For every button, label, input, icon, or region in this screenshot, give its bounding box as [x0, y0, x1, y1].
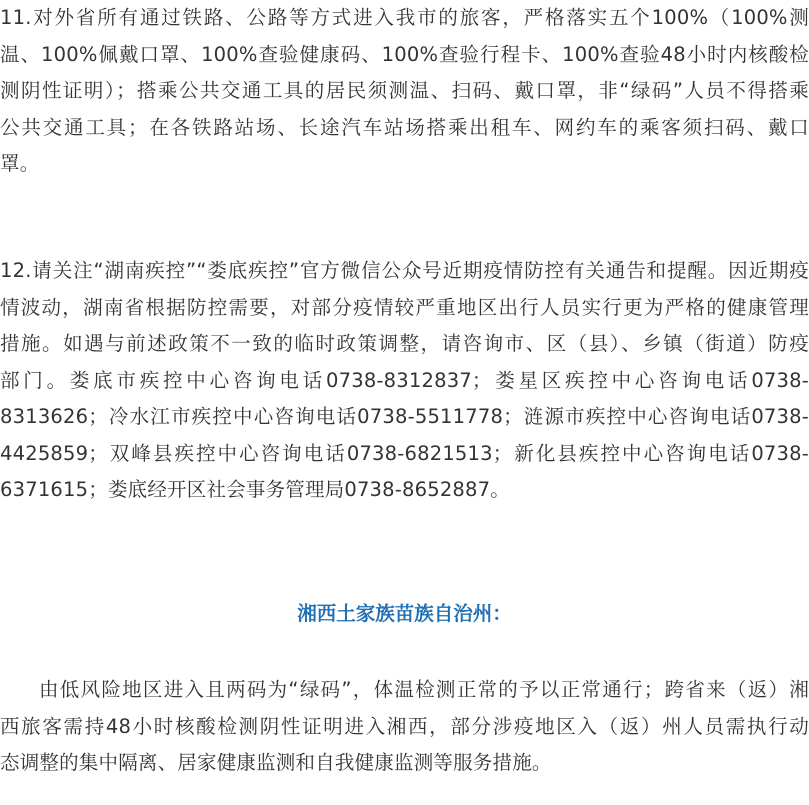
- paragraph-line: 温、100%佩戴口罩、100%查验健康码、100%查验行程卡、100%查验48小时内核酸检: [0, 42, 809, 66]
- paragraph-line: 公共交通工具；在各铁路站场、长途汽车站场搭乘出租车、网约车的乘客须扫码、戴口: [0, 115, 809, 139]
- paragraph-line: 罩。: [0, 152, 40, 175]
- paragraph-line: 12.请关注“湖南疾控”“娄底疾控”官方微信公众号近期疫情防控有关通告和提醒。因近期疫: [0, 259, 809, 282]
- paragraph-line: 6371615；娄底经开区社会事务管理局0738-8652887。: [0, 478, 510, 501]
- paragraph-line: 西旅客需持48小时核酸检测阴性证明进入湘西，部分涉疫地区入（返）州人员需执行动: [0, 714, 809, 738]
- paragraph-line: 部门。娄底市疾控中心咨询电话0738-8312837；娄星区疾控中心咨询电话0738-: [0, 368, 809, 392]
- region-heading: 湘西土家族苗族自治州：: [297, 602, 512, 625]
- paragraph-line: 由低风险地区进入且两码为“绿码”，体温检测正常的予以正常通行；跨省来（返）湘: [39, 678, 809, 701]
- paragraph-line: 测阴性证明）；搭乘公共交通工具的居民须测温、扫码、戴口罩，非“绿码”人员不得搭乘: [0, 79, 809, 102]
- paragraph-line: 11.对外省所有通过铁路、公路等方式进入我市的旅客，严格落实五个100%（100%测: [0, 6, 809, 29]
- paragraph-line: 措施。如遇与前述政策不一致的临时政策调整，请咨询市、区（县）、乡镇（街道）防疫: [0, 332, 809, 355]
- paragraph-line: 4425859；双峰县疾控中心咨询电话0738-6821513；新化县疾控中心咨询电话0738-: [0, 441, 809, 465]
- paragraph-item-11: [0, 0, 809, 183]
- paragraph-item-12: [0, 253, 809, 509]
- paragraph-line: 态调整的集中隔离、居家健康监测和自我健康监测等服务措施。: [0, 751, 552, 774]
- paragraph-line: 8313626；冷水江市疾控中心咨询电话0738-5511778；涟源市疾控中心咨询电话0738-: [0, 405, 809, 428]
- paragraph-xiangxi: [0, 672, 809, 782]
- region-heading-block: [0, 594, 809, 634]
- paragraph-line: 情波动，湖南省根据防控需要，对部分疫情较严重地区出行人员实行更为严格的健康管理: [0, 295, 809, 319]
